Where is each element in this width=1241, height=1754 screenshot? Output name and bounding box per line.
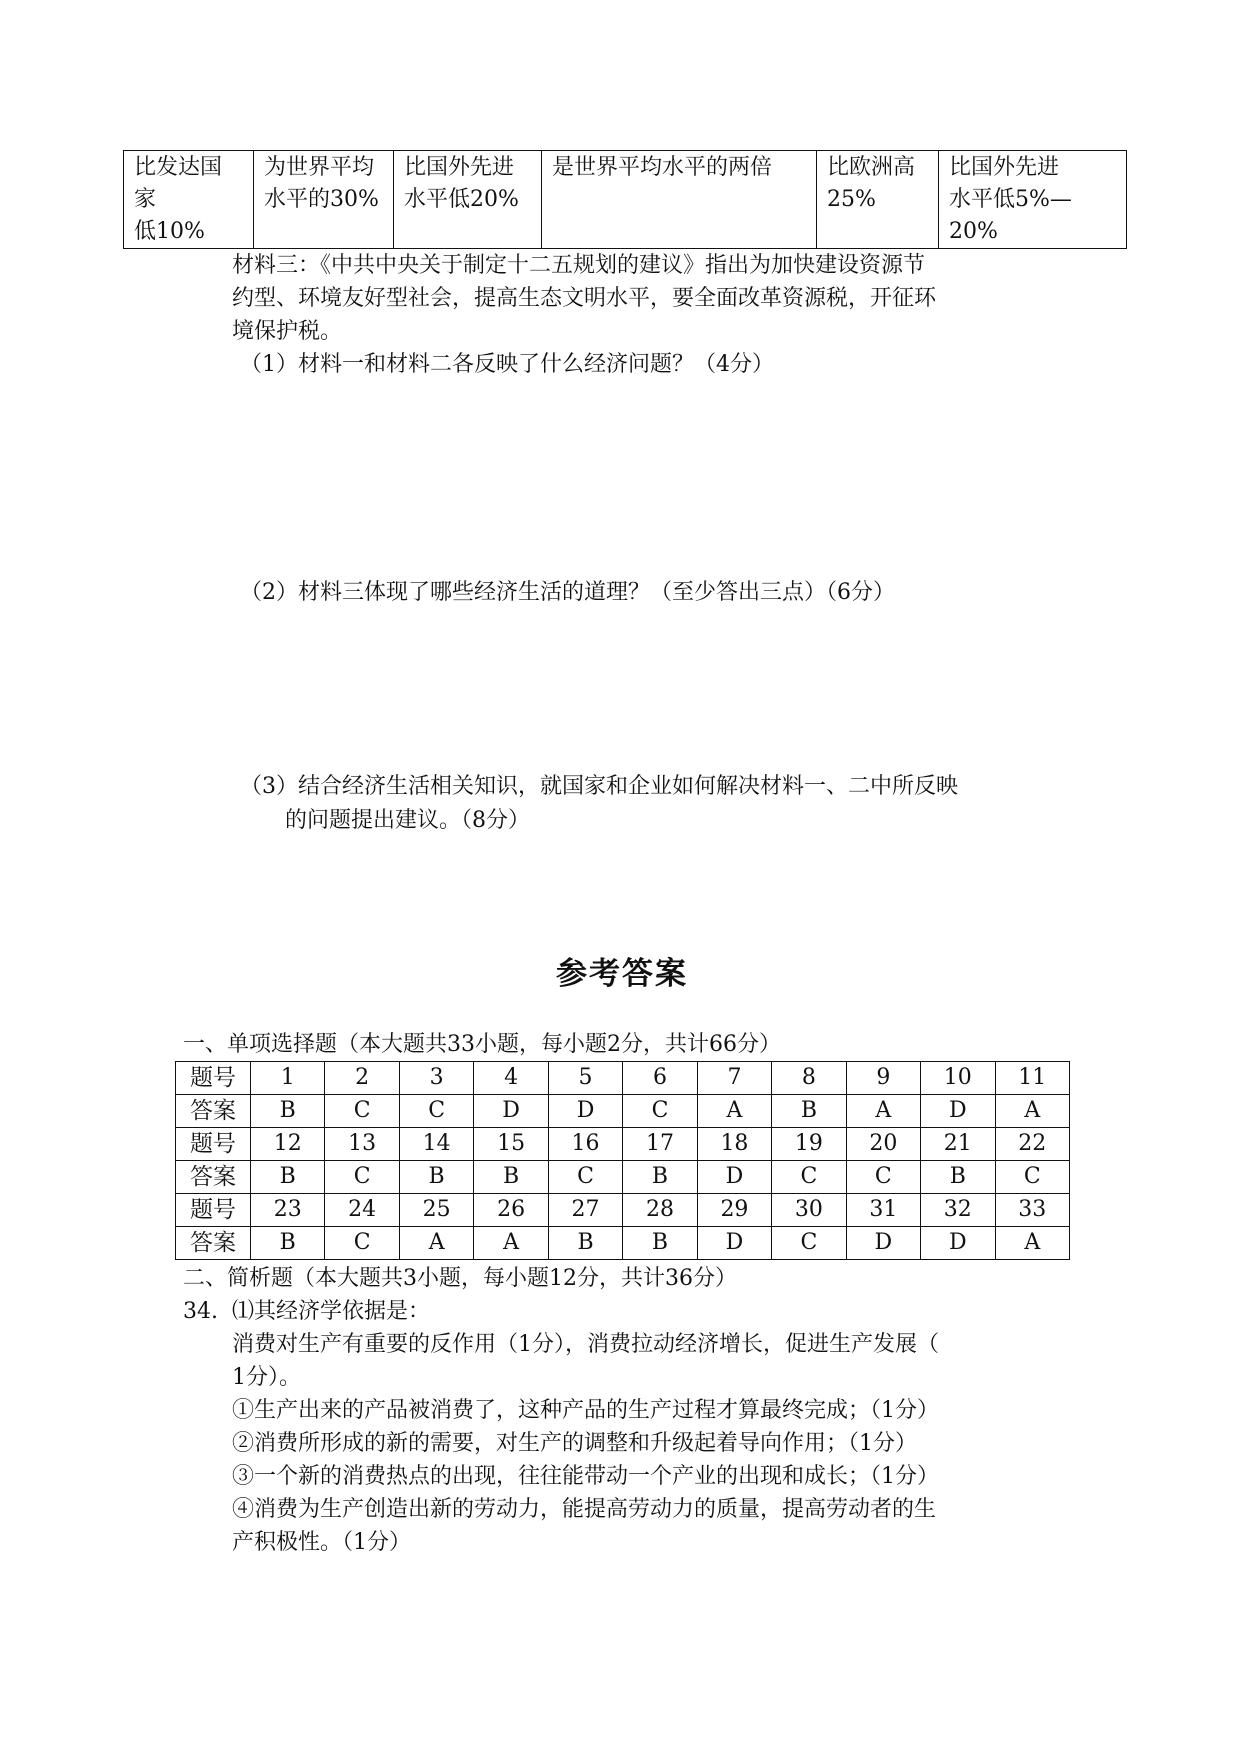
- grid-cell: 23: [251, 1194, 325, 1227]
- question-2: （2）材料三体现了哪些经济生活的道理？（至少答出三点）（6分）: [240, 580, 895, 605]
- grid-cell: 29: [697, 1194, 771, 1227]
- material3-paragraph: [232, 249, 936, 348]
- section2-heading: 二、简析题（本大题共3小题，每小题12分，共计36分）: [183, 1266, 737, 1291]
- grid-cell: A: [846, 1095, 920, 1128]
- cell-line: 比欧洲高: [827, 155, 916, 180]
- grid-cell: 4: [474, 1062, 548, 1095]
- grid-cell: 26: [474, 1194, 548, 1227]
- answer-grid: [175, 1061, 1070, 1260]
- grid-cell: A: [995, 1227, 1069, 1260]
- question-3-line2: 的问题提出建议。（8分）: [285, 808, 530, 833]
- grid-cell: D: [921, 1095, 995, 1128]
- table-cell: [124, 151, 254, 249]
- grid-cell: A: [995, 1095, 1069, 1128]
- grid-cell: B: [548, 1227, 622, 1260]
- answer-line: ①生产出来的产品被消费了，这种产品的生产过程才算最终完成；（1分）: [232, 1398, 939, 1423]
- cell-line: 水平低20%: [404, 187, 519, 212]
- cell-line: 比国外先进: [949, 155, 1060, 180]
- grid-cell: D: [846, 1227, 920, 1260]
- grid-cell: D: [697, 1161, 771, 1194]
- question-number-row: [176, 1062, 1070, 1095]
- grid-cell: 28: [623, 1194, 697, 1227]
- answer-row: [176, 1161, 1070, 1194]
- table-cell: [542, 151, 817, 249]
- answer-row: [176, 1095, 1070, 1128]
- grid-cell: 6: [623, 1062, 697, 1095]
- q34-part1-label: ⑴其经济学依据是：: [232, 1299, 431, 1324]
- grid-cell: C: [772, 1227, 846, 1260]
- grid-cell: 25: [399, 1194, 473, 1227]
- grid-cell: A: [697, 1095, 771, 1128]
- answer-line: ④消费为生产创造出新的劳动力，能提高劳动力的质量，提高劳动者的生: [232, 1497, 937, 1522]
- grid-cell: B: [251, 1095, 325, 1128]
- grid-cell: D: [474, 1095, 548, 1128]
- question-3-line1: （3）结合经济生活相关知识，就国家和企业如何解决材料一、二中所反映: [240, 774, 958, 799]
- grid-cell: A: [399, 1227, 473, 1260]
- grid-cell: 33: [995, 1194, 1069, 1227]
- grid-cell: C: [623, 1095, 697, 1128]
- grid-cell: C: [548, 1161, 622, 1194]
- grid-cell: 3: [399, 1062, 473, 1095]
- grid-cell: 19: [772, 1128, 846, 1161]
- answer-line: 消费对生产有重要的反作用（1分），消费拉动经济增长，促进生产发展（: [232, 1332, 939, 1357]
- grid-cell: 18: [697, 1128, 771, 1161]
- grid-cell: D: [697, 1227, 771, 1260]
- cell-line: 20%: [949, 219, 998, 244]
- grid-cell: 10: [921, 1062, 995, 1095]
- answer-title: 参考答案: [556, 956, 688, 992]
- table-cell: [939, 151, 1127, 249]
- material3-line: 约型、环境友好型社会，提高生态文明水平，要全面改革资源税，开征环: [232, 286, 937, 311]
- table-cell: [394, 151, 542, 249]
- grid-cell: 2: [325, 1062, 399, 1095]
- grid-cell: 14: [399, 1128, 473, 1161]
- cell-line: 比国外先进: [404, 155, 515, 180]
- answer-line: 1分）。: [232, 1365, 301, 1390]
- grid-cell: C: [325, 1095, 399, 1128]
- comparison-table: [123, 150, 1127, 249]
- grid-cell: B: [623, 1227, 697, 1260]
- grid-cell: B: [251, 1161, 325, 1194]
- section1-heading: 一、单项选择题（本大题共33小题，每小题2分，共计66分）: [183, 1032, 781, 1057]
- grid-cell: 27: [548, 1194, 622, 1227]
- row-header-cell: 答案: [176, 1095, 251, 1128]
- answer-line: 产积极性。（1分）: [232, 1530, 411, 1555]
- grid-cell: 20: [846, 1128, 920, 1161]
- grid-cell: 7: [697, 1062, 771, 1095]
- cell-line: 是世界平均水平的两倍: [552, 155, 773, 180]
- grid-cell: 15: [474, 1128, 548, 1161]
- grid-cell: C: [399, 1095, 473, 1128]
- cell-line: 低10%: [134, 219, 205, 244]
- cell-line: 比发达国家: [134, 155, 223, 212]
- answer-line: ②消费所形成的新的需要，对生产的调整和升级起着导向作用；（1分）: [232, 1431, 917, 1456]
- cell-line: 水平低5%—: [949, 187, 1072, 212]
- answer-line: ③一个新的消费热点的出现，往往能带动一个产业的出现和成长；（1分）: [232, 1464, 939, 1489]
- grid-cell: 12: [251, 1128, 325, 1161]
- grid-cell: 11: [995, 1062, 1069, 1095]
- grid-cell: B: [772, 1095, 846, 1128]
- cell-line: 水平的30%: [264, 187, 379, 212]
- grid-cell: 16: [548, 1128, 622, 1161]
- grid-cell: 8: [772, 1062, 846, 1095]
- row-header-cell: 答案: [176, 1227, 251, 1260]
- question-number-row: [176, 1194, 1070, 1227]
- row-header-cell: 题号: [176, 1062, 251, 1095]
- grid-cell: 13: [325, 1128, 399, 1161]
- q34-number: 34.: [183, 1299, 218, 1324]
- grid-cell: 9: [846, 1062, 920, 1095]
- grid-cell: B: [399, 1161, 473, 1194]
- question-number-row: [176, 1128, 1070, 1161]
- row-header-cell: 答案: [176, 1161, 251, 1194]
- grid-cell: 30: [772, 1194, 846, 1227]
- grid-cell: A: [474, 1227, 548, 1260]
- grid-cell: B: [251, 1227, 325, 1260]
- grid-cell: C: [846, 1161, 920, 1194]
- grid-cell: D: [921, 1227, 995, 1260]
- table-cell: [254, 151, 394, 249]
- row-header-cell: 题号: [176, 1128, 251, 1161]
- grid-cell: C: [325, 1227, 399, 1260]
- grid-cell: C: [995, 1161, 1069, 1194]
- question-1: （1）材料一和材料二各反映了什么经济问题？（4分）: [240, 352, 774, 377]
- material3-line: 材料三：《中共中央关于制定十二五规划的建议》指出为加快建设资源节: [232, 253, 926, 278]
- grid-cell: 24: [325, 1194, 399, 1227]
- row-header-cell: 题号: [176, 1194, 251, 1227]
- grid-cell: 5: [548, 1062, 622, 1095]
- material3-line: 境保护税。: [232, 319, 343, 344]
- cell-line: 25%: [827, 187, 876, 212]
- grid-cell: D: [548, 1095, 622, 1128]
- answer-row: [176, 1227, 1070, 1260]
- grid-cell: B: [474, 1161, 548, 1194]
- grid-cell: 1: [251, 1062, 325, 1095]
- grid-cell: C: [325, 1161, 399, 1194]
- comparison-table-row: [124, 151, 1127, 249]
- grid-cell: 31: [846, 1194, 920, 1227]
- table-cell: [817, 151, 939, 249]
- q34-answer-body: [232, 1328, 939, 1559]
- grid-cell: B: [921, 1161, 995, 1194]
- grid-cell: C: [772, 1161, 846, 1194]
- grid-cell: B: [623, 1161, 697, 1194]
- grid-cell: 17: [623, 1128, 697, 1161]
- grid-cell: 22: [995, 1128, 1069, 1161]
- grid-cell: 21: [921, 1128, 995, 1161]
- grid-cell: 32: [921, 1194, 995, 1227]
- cell-line: 为世界平均: [264, 155, 375, 180]
